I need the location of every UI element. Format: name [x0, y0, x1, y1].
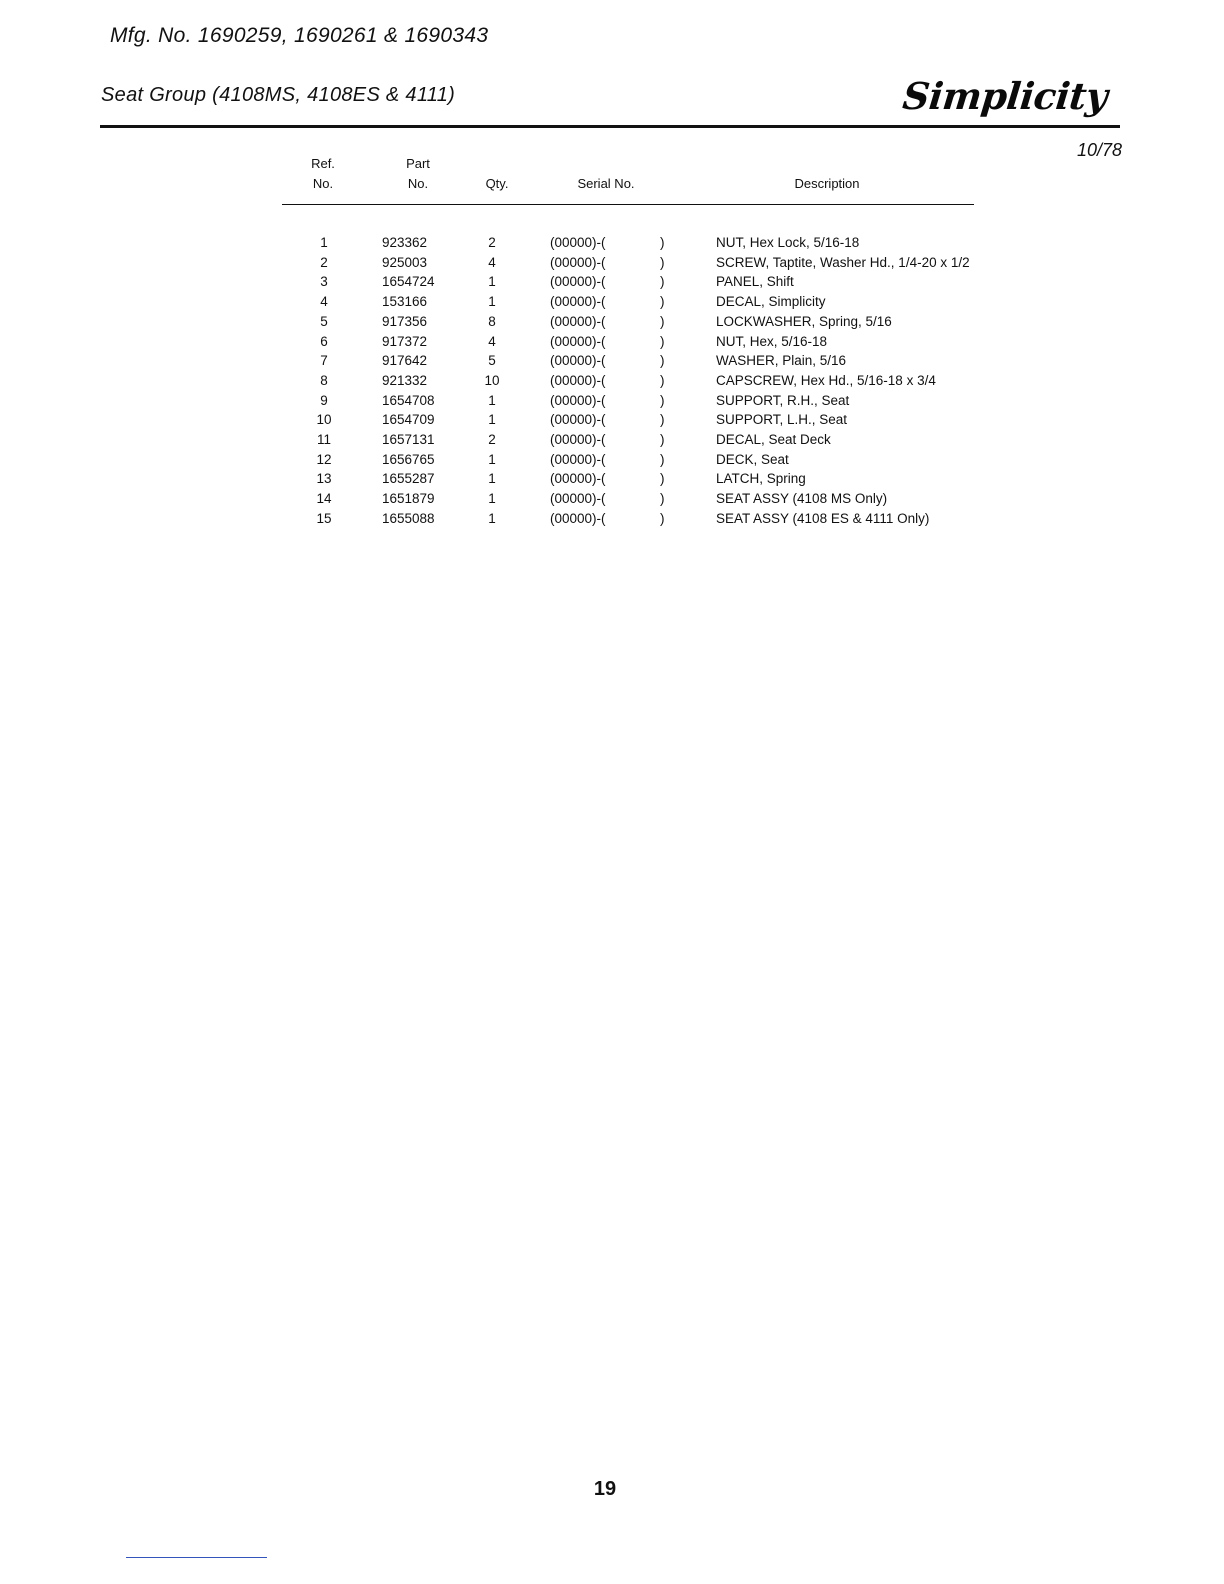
- qty-cell: 1: [488, 491, 496, 507]
- part-no-cell: 917642: [382, 353, 428, 369]
- serial-no-cell: (00000)-(: [550, 412, 606, 428]
- qty-cell: 1: [488, 412, 496, 428]
- table-row: [282, 253, 1042, 273]
- qty-cell: 8: [488, 313, 496, 329]
- description-cell: LATCH, Spring: [716, 471, 806, 487]
- ref-no-cell: 12: [316, 451, 332, 467]
- ref-no-cell: 5: [320, 313, 328, 329]
- table-row: [282, 233, 1042, 253]
- part-no-cell: 1654724: [382, 274, 435, 290]
- table-row: [282, 509, 1042, 529]
- header-rule: [100, 125, 1120, 128]
- serial-end-cell: ): [660, 392, 665, 408]
- ref-no-cell: 3: [320, 274, 328, 290]
- qty-cell: 1: [488, 274, 496, 290]
- ref-no-cell: 11: [316, 432, 331, 447]
- table-row: [282, 469, 1042, 489]
- serial-no-cell: (00000)-(: [550, 471, 606, 487]
- part-no-cell: 925003: [382, 254, 428, 270]
- serial-no-cell: (00000)-(: [550, 274, 606, 290]
- serial-end-cell: ): [660, 491, 665, 507]
- ref-no-header: [300, 154, 346, 194]
- ref-no-cell: 2: [320, 254, 328, 270]
- serial-end-cell: ): [660, 451, 665, 467]
- part-header-line2: No.: [407, 176, 429, 191]
- serial-end-cell: ): [660, 274, 665, 290]
- ref-header-line2: No.: [312, 176, 334, 191]
- ref-no-cell: 8: [320, 372, 328, 388]
- serial-no-cell: (00000)-(: [550, 254, 606, 270]
- bottom-link-line: [126, 1557, 267, 1558]
- serial-no-cell: (00000)-(: [550, 392, 606, 408]
- qty-cell: 2: [488, 235, 496, 250]
- table-row: [282, 292, 1042, 312]
- qty-cell: 1: [488, 510, 496, 526]
- ref-no-cell: 14: [316, 491, 332, 507]
- description-cell: WASHER, Plain, 5/16: [716, 353, 847, 369]
- qty-cell: 1: [488, 471, 496, 487]
- description-cell: PANEL, Shift: [716, 274, 794, 290]
- serial-no-cell: (00000)-(: [550, 294, 606, 310]
- part-no-cell: 1654709: [382, 412, 435, 428]
- description-header: Description: [794, 176, 860, 191]
- qty-cell: 1: [488, 392, 496, 408]
- serial-end-cell: ): [660, 294, 665, 310]
- qty-cell: 5: [488, 353, 496, 369]
- description-cell: CAPSCREW, Hex Hd., 5/16-18 x 3/4: [716, 372, 936, 388]
- serial-end-cell: ): [660, 254, 665, 270]
- part-no-cell: 1656765: [382, 451, 435, 467]
- serial-no-cell: (00000)-(: [550, 451, 606, 467]
- part-header-line1: Part: [406, 156, 430, 171]
- ref-no-cell: 1: [320, 235, 328, 250]
- ref-no-cell: 6: [320, 333, 328, 349]
- qty-cell: 1: [488, 294, 496, 310]
- ref-no-cell: 4: [320, 294, 328, 310]
- table-row: [282, 332, 1042, 352]
- table-row: [282, 351, 1042, 371]
- serial-no-cell: (00000)-(: [550, 491, 606, 507]
- table-row: [282, 371, 1042, 391]
- serial-end-cell: ): [660, 432, 665, 447]
- brand-logo: Simplicity: [900, 74, 1110, 118]
- group-title: Seat Group (4108MS, 4108ES & 4111): [101, 84, 456, 106]
- qty-header: Qty.: [485, 176, 509, 191]
- description-cell: DECAL, Seat Deck: [716, 432, 831, 447]
- serial-end-cell: ): [660, 471, 665, 487]
- part-no-header: [390, 154, 446, 194]
- table-row: [282, 489, 1042, 509]
- parts-table-header: [282, 152, 974, 205]
- qty-cell: 4: [488, 333, 496, 349]
- serial-no-cell: (00000)-(: [550, 432, 606, 447]
- ref-header-line1: Ref.: [311, 156, 335, 171]
- part-no-cell: 917356: [382, 313, 428, 329]
- description-cell: SEAT ASSY (4108 ES & 4111 Only): [716, 510, 930, 526]
- description-cell: DECAL, Simplicity: [716, 294, 826, 310]
- serial-end-cell: ): [660, 412, 665, 428]
- table-row: [282, 430, 1042, 450]
- description-cell: DECK, Seat: [716, 451, 789, 467]
- table-row: [282, 391, 1042, 411]
- page-number: 19: [593, 1478, 617, 1500]
- mfg-numbers: Mfg. No. 1690259, 1690261 & 1690343: [110, 24, 489, 47]
- serial-no-cell: (00000)-(: [550, 235, 606, 250]
- serial-no-cell: (00000)-(: [550, 372, 606, 388]
- description-cell: SUPPORT, R.H., Seat: [716, 392, 850, 408]
- description-cell: NUT, Hex, 5/16-18: [716, 333, 828, 349]
- ref-no-cell: 15: [316, 510, 332, 526]
- serial-end-cell: ): [660, 372, 665, 388]
- part-no-cell: 917372: [382, 333, 428, 349]
- table-row: [282, 272, 1042, 292]
- serial-no-cell: (00000)-(: [550, 353, 606, 369]
- revision-date: 10/78: [1076, 140, 1122, 160]
- serial-no-cell: (00000)-(: [550, 313, 606, 329]
- qty-cell: 4: [488, 254, 496, 270]
- part-no-cell: 921332: [382, 372, 428, 388]
- part-no-cell: 1655287: [382, 471, 435, 487]
- serial-end-cell: ): [660, 333, 665, 349]
- table-row: [282, 312, 1042, 332]
- part-no-cell: 153166: [382, 294, 428, 310]
- serial-end-cell: ): [660, 313, 665, 329]
- part-no-cell: 1655088: [382, 510, 435, 526]
- serial-end-cell: ): [660, 235, 665, 250]
- table-row: [282, 450, 1042, 470]
- serial-no-header: Serial No.: [577, 176, 635, 191]
- description-cell: SEAT ASSY (4108 MS Only): [716, 491, 888, 507]
- part-no-cell: 923362: [382, 235, 428, 250]
- serial-no-cell: (00000)-(: [550, 333, 606, 349]
- description-cell: SCREW, Taptite, Washer Hd., 1/4-20 x 1/2: [716, 254, 970, 270]
- ref-no-cell: 7: [320, 353, 328, 369]
- ref-no-cell: 10: [316, 412, 332, 428]
- serial-end-cell: ): [660, 510, 665, 526]
- table-row: [282, 410, 1042, 430]
- ref-no-cell: 13: [316, 471, 332, 487]
- qty-cell: 1: [488, 451, 496, 467]
- description-cell: NUT, Hex Lock, 5/16-18: [716, 235, 860, 250]
- ref-no-cell: 9: [320, 392, 328, 408]
- part-no-cell: 1657131: [382, 432, 435, 447]
- part-no-cell: 1654708: [382, 392, 435, 408]
- qty-cell: 10: [484, 372, 500, 388]
- serial-no-cell: (00000)-(: [550, 510, 606, 526]
- description-cell: SUPPORT, L.H., Seat: [716, 412, 848, 428]
- part-no-cell: 1651879: [382, 491, 435, 507]
- description-cell: LOCKWASHER, Spring, 5/16: [716, 313, 892, 329]
- qty-cell: 2: [488, 432, 496, 447]
- serial-end-cell: ): [660, 353, 665, 369]
